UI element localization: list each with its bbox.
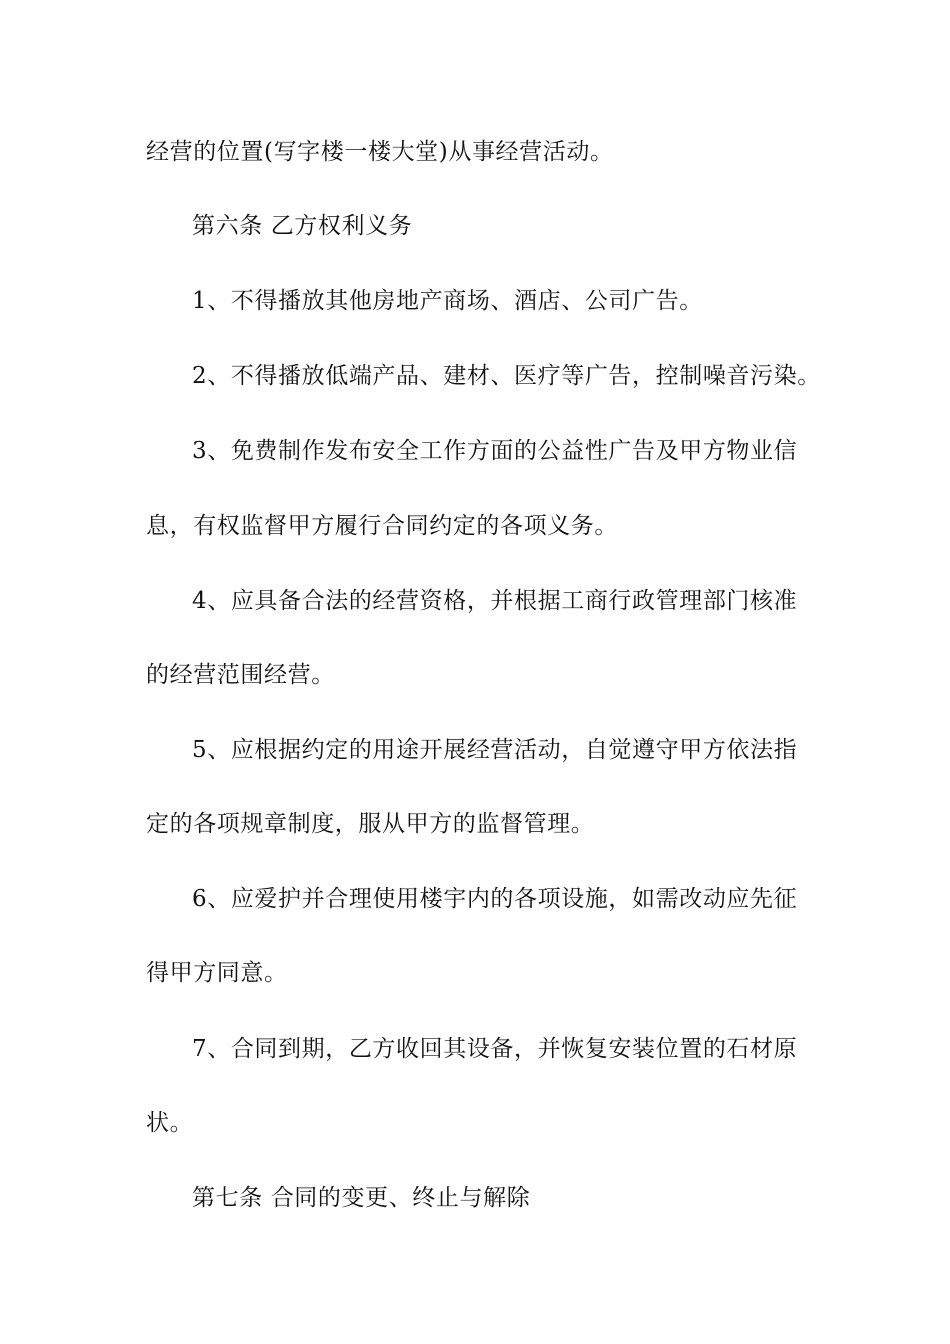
article-7-heading: 第七条 合同的变更、终止与解除 [192,1185,531,1211]
clause-7-line-2: 状。 [146,1110,194,1136]
clause-5-line-1: 5、应根据约定的用途开展经营活动，自觉遵守甲方依法指 [192,737,798,763]
article-6-heading: 第六条 乙方权利义务 [192,213,413,239]
clause-7-line-1: 7、合同到期，乙方收回其设备，并恢复安装位置的石材原 [192,1036,798,1062]
clause-3-line-1: 3、免费制作发布安全工作方面的公益性广告及甲方物业信 [192,438,798,464]
clause-3-line-2: 息，有权监督甲方履行合同约定的各项义务。 [146,513,618,539]
clause-2: 2、不得播放低端产品、建材、医疗等广告，控制噪音污染。 [192,363,821,389]
clause-5-line-2: 定的各项规章制度，服从甲方的监督管理。 [146,811,595,837]
clause-4-line-2: 的经营范围经营。 [146,662,335,688]
clause-1: 1、不得播放其他房地产商场、酒店、公司广告。 [192,288,703,314]
clause-4-line-1: 4、应具备合法的经营资格，并根据工商行政管理部门核准 [192,588,798,614]
paragraph-line-continuation: 经营的位置(写字楼一楼大堂)从事经营活动。 [146,139,614,165]
clause-6-line-1: 6、应爱护并合理使用楼宇内的各项设施，如需改动应先征 [192,886,798,912]
clause-6-line-2: 得甲方同意。 [146,960,288,986]
